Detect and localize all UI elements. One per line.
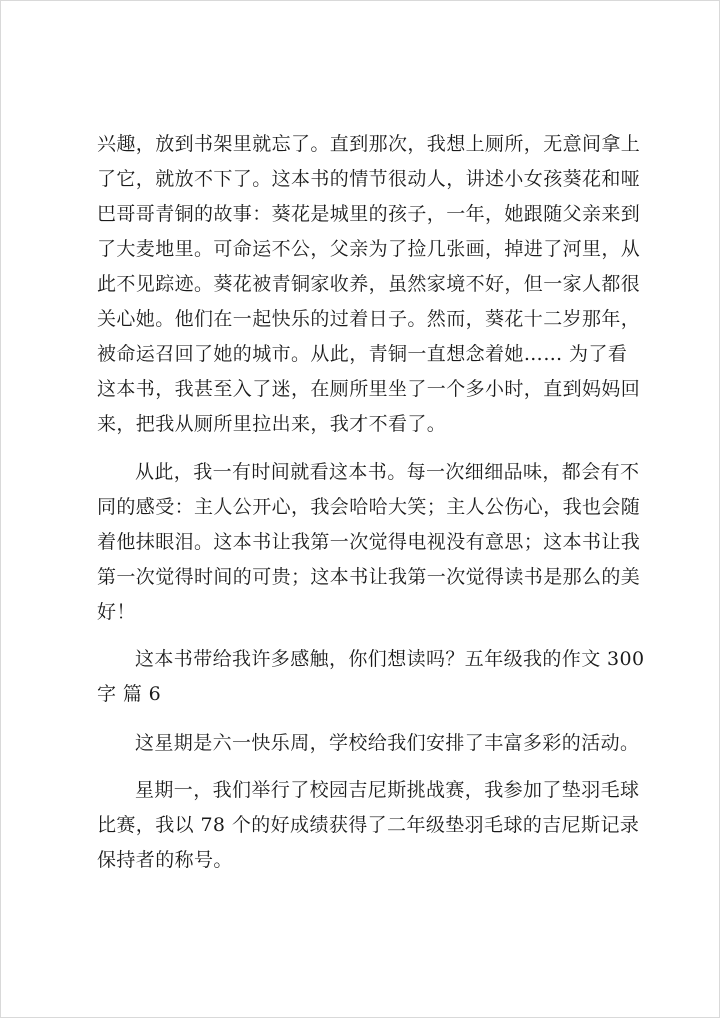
paragraph-indented-line: 这星期是六一快乐周，学校给我们安排了丰富多彩的活动。 (135, 732, 640, 754)
paragraph-indented-line: 从此，我一有时间就看这本书。每一次细细品味，都会有不 (135, 461, 640, 483)
text-line-6: 关心她。他们在一起快乐的过着日子。然而，葵花十二岁那年， (97, 308, 641, 330)
text-line-9: 来，把我从厕所里拉出来，我才不看了。 (97, 413, 447, 435)
text-line-4: 了大麦地里。可命运不公，父亲为了捡几张画，掉进了河里，从 (97, 238, 641, 260)
text-line-3: 巴哥哥青铜的故事：葵花是城里的孩子，一年，她跟随父亲来到 (97, 203, 641, 225)
paragraph-indented-line: 这本书带给我许多感触，你们想读吗？五年级我的作文 300 (135, 648, 645, 670)
text-line-13: 第一次觉得时间的可贵；这本书让我第一次觉得读书是那么的美 (97, 566, 641, 588)
text-line-1: 兴趣，放到书架里就忘了。直到那次，我想上厕所，无意间拿上 (97, 133, 641, 155)
text-line-12: 着他抹眼泪。这本书让我第一次觉得电视没有意思；这本书让我 (97, 531, 641, 553)
text-line-20: 保持者的称号。 (97, 849, 233, 871)
text-line-8: 这本书，我甚至入了迷，在厕所里坐了一个多小时，直到妈妈回 (97, 378, 641, 400)
text-line-19: 比赛，我以 78 个的好成绩获得了二年级垫羽毛球的吉尼斯记录 (97, 814, 640, 836)
text-line-7: 被命运召回了她的城市。从此，青铜一直想念着她…… 为了看 (97, 343, 628, 365)
text-line-2: 了它，就放不下了。这本书的情节很动人，讲述小女孩葵花和哑 (97, 168, 641, 190)
text-line-5: 此不见踪迹。葵花被青铜家收养，虽然家境不好，但一家人都很 (97, 273, 641, 295)
text-line-14: 好！ (97, 601, 136, 623)
text-line-11: 同的感受：主人公开心，我会哈哈大笑；主人公伤心，我也会随 (97, 496, 641, 518)
section-heading-line: 字 篇 6 (97, 683, 162, 705)
paragraph-indented-line: 星期一，我们举行了校园吉尼斯挑战赛，我参加了垫羽毛球 (135, 779, 640, 801)
